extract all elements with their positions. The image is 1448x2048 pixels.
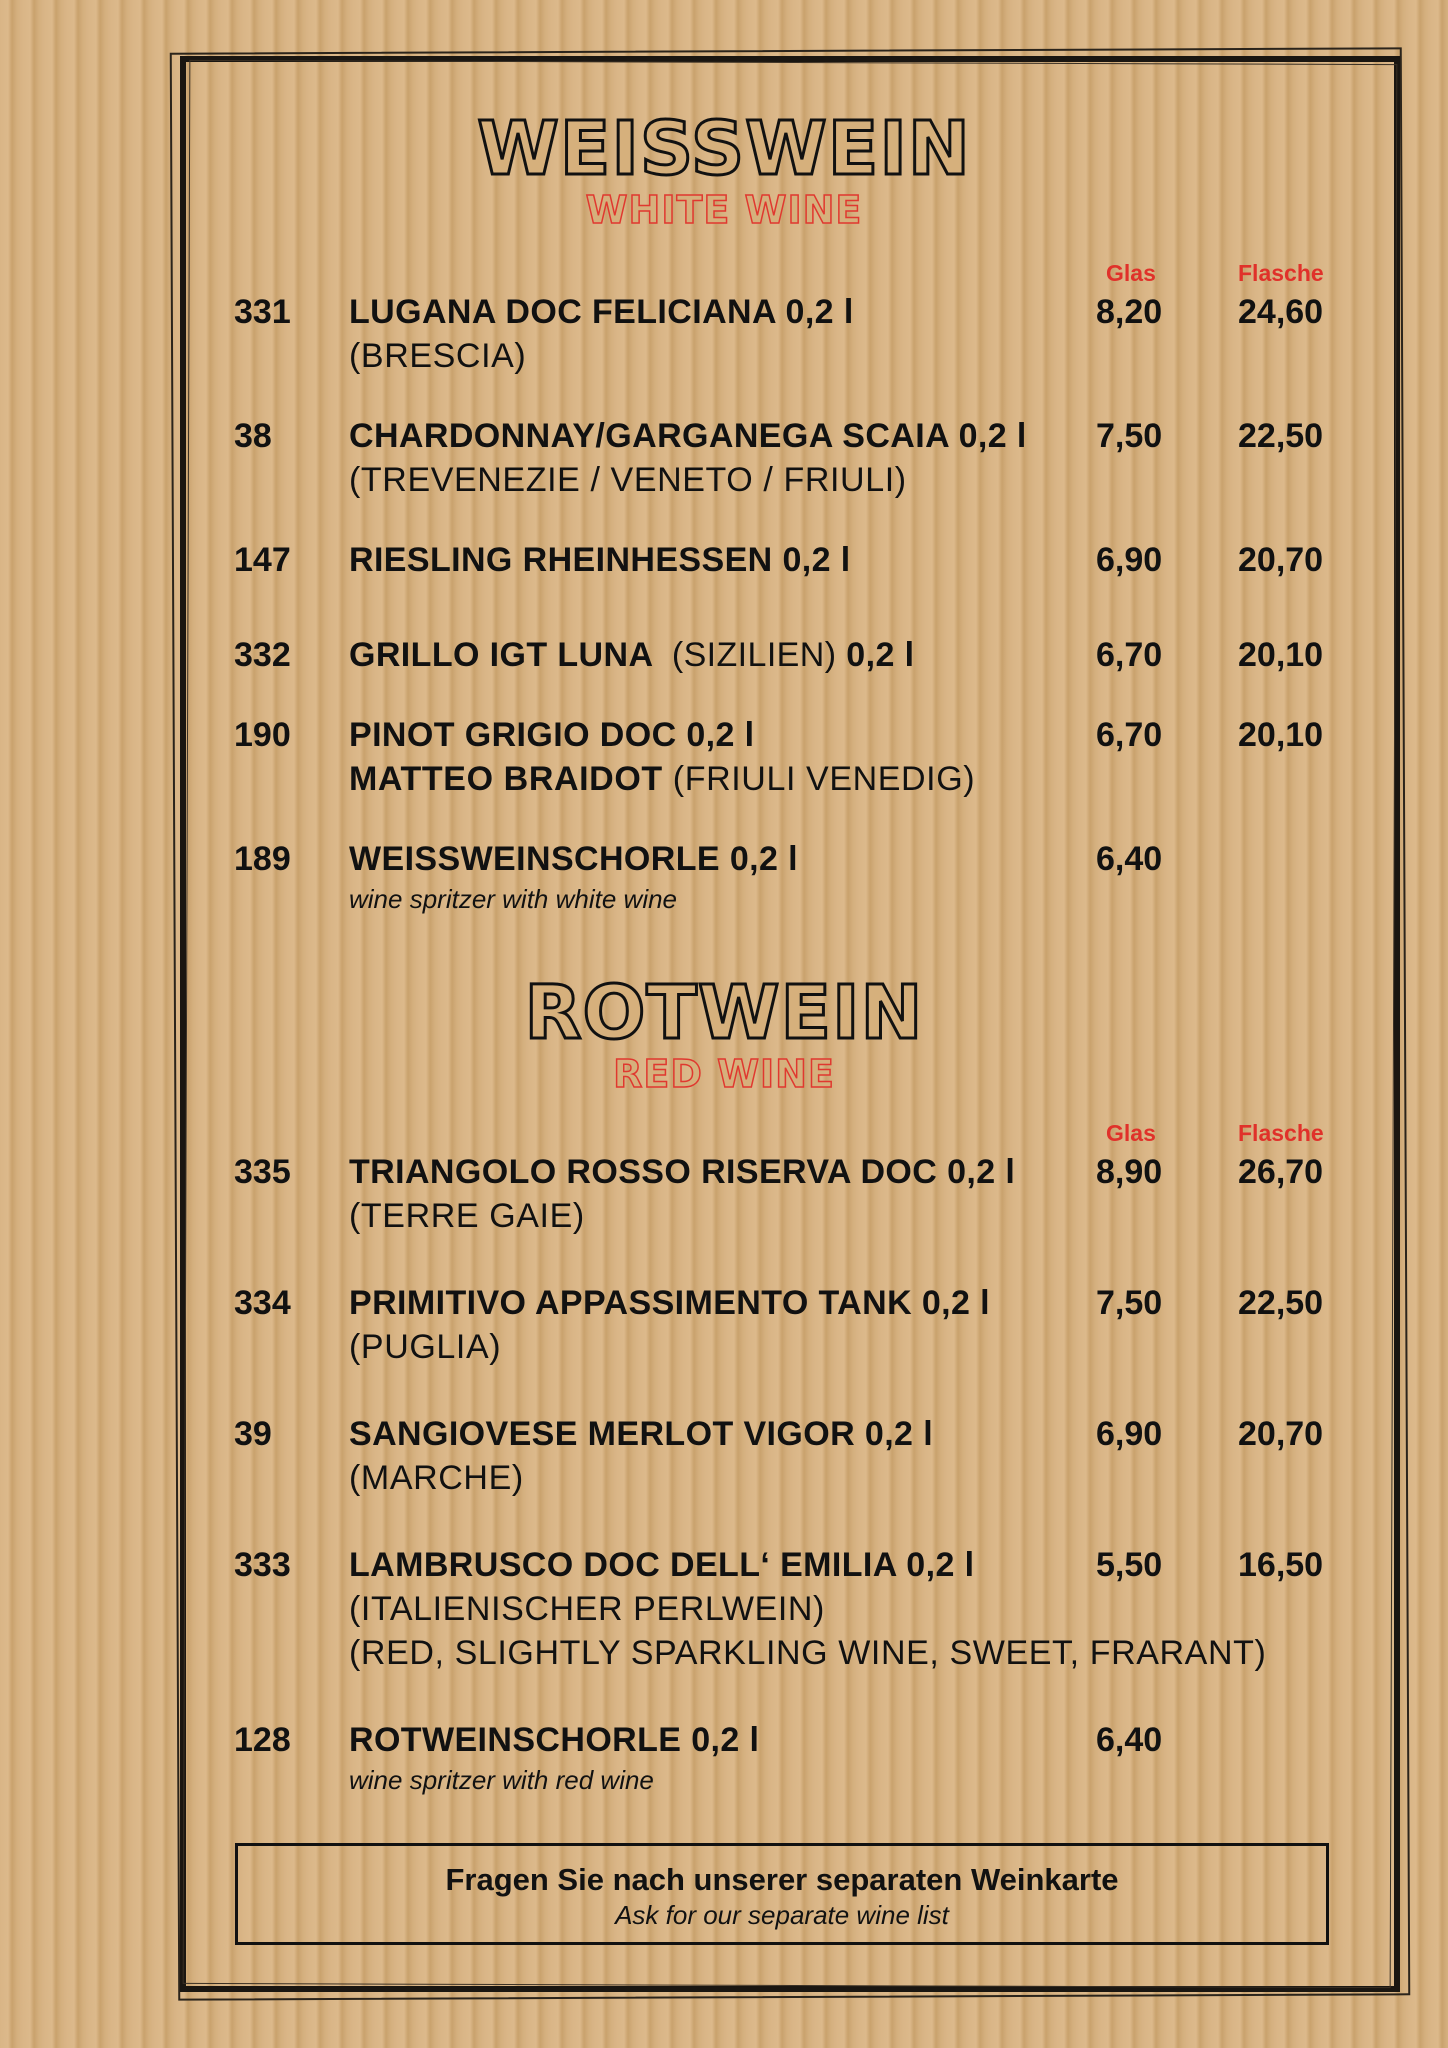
price-glas: 7,50	[1096, 417, 1163, 455]
section-subtitle-white: WHITE WINE	[585, 188, 863, 232]
price-flasche: 20,70	[1238, 1415, 1324, 1453]
item-number: 332	[234, 636, 291, 674]
price-glas: 7,50	[1096, 1284, 1163, 1322]
item-note: wine spritzer with red wine	[349, 1765, 654, 1795]
price-flasche: 16,50	[1238, 1546, 1324, 1584]
item-name: TRIANGOLO ROSSO RISERVA DOC 0,2 l	[349, 1153, 1016, 1191]
item-number: 334	[234, 1284, 291, 1322]
price-glas: 6,90	[1096, 541, 1163, 579]
item-origin: (BRESCIA)	[349, 337, 527, 375]
producer-name: MATTEO BRAIDOT	[349, 760, 663, 798]
item-name: PINOT GRIGIO DOC 0,2 l	[349, 716, 755, 754]
price-flasche: 22,50	[1238, 1284, 1324, 1322]
item-volume: 0,2 l	[836, 636, 915, 674]
item-description: (RED, SLIGHTLY SPARKLING WINE, SWEET, FRARANT)	[349, 1634, 1267, 1672]
item-name	[349, 635, 914, 675]
item-origin: (TERRE GAIE)	[349, 1197, 585, 1235]
wine-list-notice	[235, 1843, 1329, 1945]
item-origin: (PUGLIA)	[349, 1328, 502, 1366]
item-name: CHARDONNAY/GARGANEGA SCAIA 0,2 l	[349, 417, 1027, 455]
item-number: 39	[234, 1415, 272, 1453]
item-number: 38	[234, 417, 272, 455]
item-name: SANGIOVESE MERLOT VIGOR 0,2 l	[349, 1415, 934, 1453]
item-number: 189	[234, 840, 291, 878]
item-name: RIESLING RHEINHESSEN 0,2 l	[349, 541, 851, 579]
price-glas: 6,70	[1096, 636, 1163, 674]
price-flasche: 20,70	[1238, 541, 1324, 579]
item-number: 147	[234, 541, 291, 579]
section-subtitle-red: RED WINE	[613, 1052, 835, 1096]
column-header-glas: Glas	[1106, 1120, 1156, 1146]
producer-region: (FRIULI VENEDIG)	[662, 760, 976, 798]
price-glas: 5,50	[1096, 1546, 1163, 1584]
price-glas: 6,40	[1096, 840, 1163, 878]
item-number: 331	[234, 293, 291, 331]
notice-translation: Ask for our separate wine list	[615, 1900, 949, 1930]
column-header-flasche: Flasche	[1238, 1120, 1324, 1146]
column-header-glas: Glas	[1106, 260, 1156, 286]
price-glas: 6,40	[1096, 1721, 1163, 1759]
item-origin: (MARCHE)	[349, 1459, 524, 1497]
section-title-white: WEISSWEIN	[477, 106, 971, 192]
item-name-main: GRILLO IGT LUNA	[349, 636, 672, 674]
item-name: ROTWEINSCHORLE 0,2 l	[349, 1721, 760, 1759]
price-flasche: 20,10	[1238, 636, 1324, 674]
price-glas: 6,70	[1096, 716, 1163, 754]
price-glas: 8,90	[1096, 1153, 1163, 1191]
item-name: LUGANA DOC FELICIANA 0,2 l	[349, 293, 854, 331]
item-number: 335	[234, 1153, 291, 1191]
item-name: LAMBRUSCO DOC DELL‘ EMILIA 0,2 l	[349, 1546, 975, 1584]
price-flasche: 26,70	[1238, 1153, 1324, 1191]
item-number: 128	[234, 1721, 291, 1759]
price-flasche: 24,60	[1238, 293, 1324, 331]
section-title-red: ROTWEIN	[524, 970, 924, 1056]
item-origin: (TREVENEZIE / VENETO / FRIULI)	[349, 461, 907, 499]
item-number: 333	[234, 1546, 291, 1584]
item-producer	[349, 759, 975, 799]
item-name: PRIMITIVO APPASSIMENTO TANK 0,2 l	[349, 1284, 991, 1322]
item-region: (SIZILIEN)	[671, 636, 837, 674]
column-header-flasche: Flasche	[1238, 260, 1324, 286]
price-flasche: 22,50	[1238, 417, 1324, 455]
price-glas: 6,90	[1096, 1415, 1163, 1453]
price-glas: 8,20	[1096, 293, 1163, 331]
price-flasche: 20,10	[1238, 716, 1324, 754]
item-number: 190	[234, 716, 291, 754]
item-name: WEISSWEINSCHORLE 0,2 l	[349, 840, 798, 878]
notice-text: Fragen Sie nach unserer separaten Weinkarte	[445, 1862, 1119, 1897]
item-note: wine spritzer with white wine	[349, 884, 678, 914]
item-origin: (ITALIENISCHER PERLWEIN)	[349, 1590, 825, 1628]
